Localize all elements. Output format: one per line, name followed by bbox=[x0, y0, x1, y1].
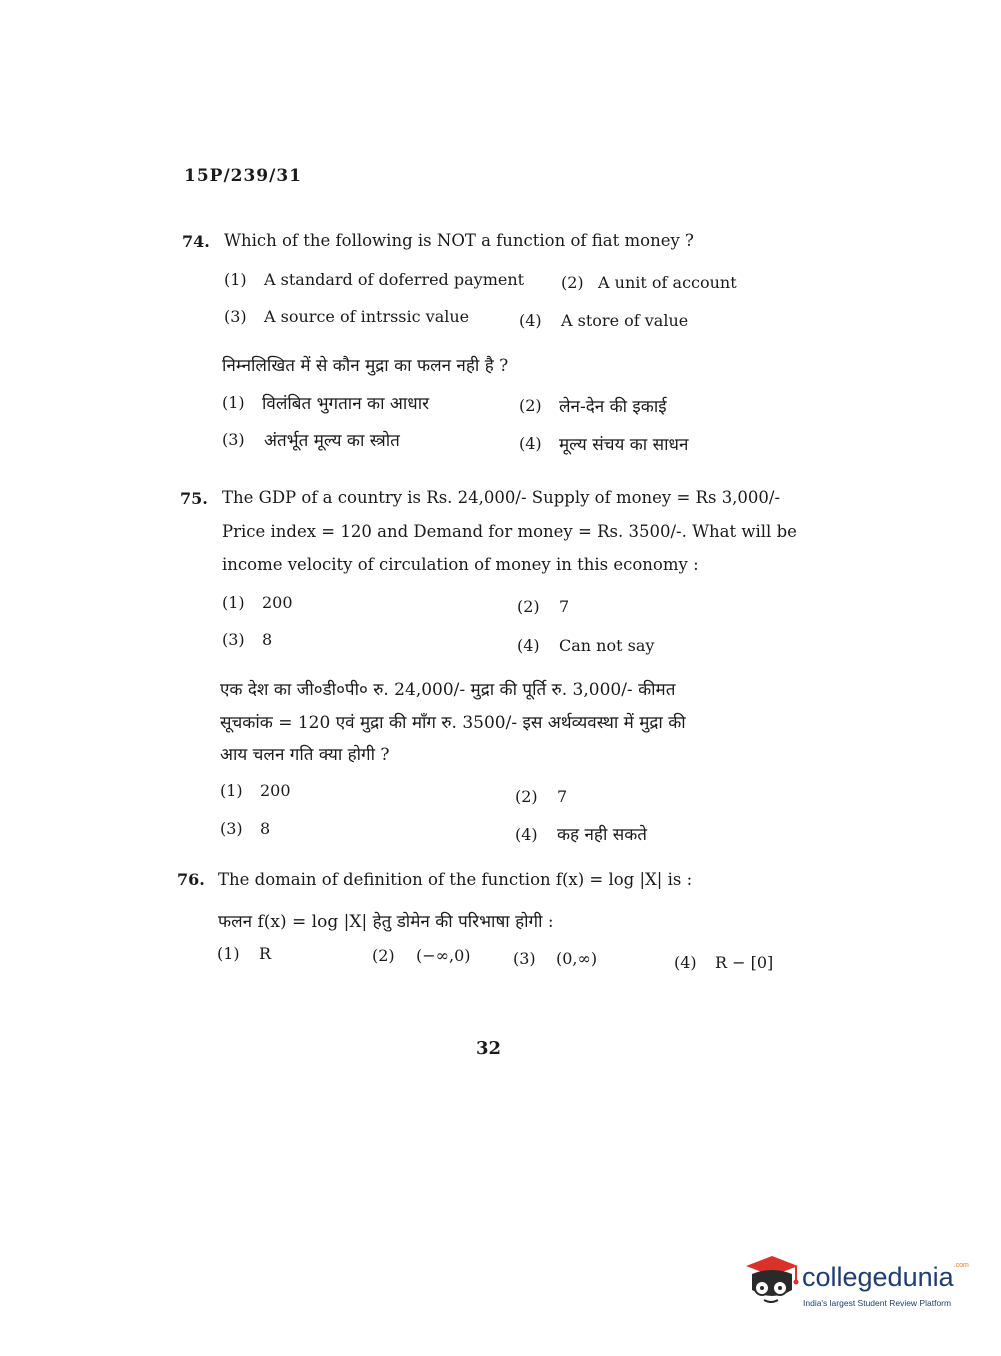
question-text-en: The domain of definition of the function f(x) = log |X| is : bbox=[218, 870, 693, 889]
option-number: (2) bbox=[515, 787, 538, 806]
question-number: 75. bbox=[180, 489, 208, 508]
question-text-en-line: Price index = 120 and Demand for money = Rs. 3500/-. What will be bbox=[222, 522, 797, 541]
option-text: A store of value bbox=[561, 311, 689, 330]
option-text: A unit of account bbox=[598, 273, 737, 292]
option-number: (3) bbox=[220, 819, 243, 838]
question-text-hi-line: एक देश का जी०डी०पी० रु. 24,000/- मुद्रा की पूर्ति रु. 3,000/- कीमत bbox=[220, 680, 676, 700]
option-number: (1) bbox=[224, 270, 247, 289]
option-number: (4) bbox=[517, 636, 540, 655]
option-text: मूल्य संचय का साधन bbox=[559, 435, 689, 455]
option-text: 8 bbox=[262, 630, 273, 649]
option-number: (4) bbox=[515, 825, 538, 844]
option-text: (−∞,0) bbox=[416, 946, 471, 965]
question-text-en: Which of the following is NOT a function of fiat money ? bbox=[224, 231, 694, 250]
brand-suffix: .com bbox=[953, 1262, 969, 1269]
question-text-hi: फलन f(x) = log |X| हेतु डोमेन की परिभाषा होगी : bbox=[218, 912, 554, 932]
page-number: 32 bbox=[476, 1038, 502, 1059]
option-number: (2) bbox=[517, 597, 540, 616]
option-number: (2) bbox=[519, 396, 542, 415]
option-text: (0,∞) bbox=[556, 949, 598, 968]
paper-code: 15P/239/31 bbox=[184, 166, 303, 186]
question-number: 74. bbox=[182, 232, 210, 251]
brand-tagline: India's largest Student Review Platform bbox=[803, 1298, 952, 1308]
option-number: (1) bbox=[222, 593, 245, 612]
option-text: A source of intrssic value bbox=[264, 307, 470, 326]
question-text-en-line: The GDP of a country is Rs. 24,000/- Supply of money = Rs 3,000/- bbox=[222, 488, 781, 507]
option-text: R bbox=[259, 944, 272, 963]
option-text: कह नही सकते bbox=[557, 825, 647, 845]
option-text: अंतर्भूत मूल्य का स्त्रोत bbox=[264, 431, 400, 451]
option-text: 200 bbox=[262, 593, 293, 612]
option-number: (3) bbox=[224, 307, 247, 326]
question-text-hi-line: आय चलन गति क्या होगी ? bbox=[220, 745, 390, 765]
question-number: 76. bbox=[177, 870, 205, 889]
option-number: (2) bbox=[561, 273, 584, 292]
option-text: A standard of doferred payment bbox=[264, 270, 525, 289]
option-number: (4) bbox=[519, 311, 542, 330]
option-text: विलंबित भुगतान का आधार bbox=[262, 394, 430, 414]
option-number: (3) bbox=[222, 430, 245, 449]
option-text: 8 bbox=[260, 819, 271, 838]
option-number: (3) bbox=[222, 630, 245, 649]
question-text-hi: निम्नलिखित में से कौन मुद्रा का फलन नही है ? bbox=[222, 356, 509, 376]
option-text: 7 bbox=[559, 597, 570, 616]
option-number: (3) bbox=[513, 949, 536, 968]
option-text: 200 bbox=[260, 781, 291, 800]
option-number: (4) bbox=[674, 953, 697, 972]
option-text: Can not say bbox=[559, 636, 655, 655]
option-text: 7 bbox=[557, 787, 568, 806]
option-number: (1) bbox=[217, 944, 240, 963]
option-number: (4) bbox=[519, 434, 542, 453]
option-text: लेन-देन की इकाई bbox=[559, 397, 667, 417]
brand-name: collegedunia bbox=[802, 1262, 954, 1292]
option-number: (1) bbox=[222, 393, 245, 412]
mascot-logo-icon bbox=[742, 1252, 800, 1310]
question-text-hi-line: सूचकांक = 120 एवं मुद्रा की माँग रु. 3500/- इस अर्थव्यवस्था में मुद्रा की bbox=[220, 713, 686, 733]
option-number: (1) bbox=[220, 781, 243, 800]
option-text: R − [0] bbox=[715, 953, 774, 972]
question-text-en-line: income velocity of circulation of money in this economy : bbox=[222, 555, 699, 574]
option-number: (2) bbox=[372, 946, 395, 965]
